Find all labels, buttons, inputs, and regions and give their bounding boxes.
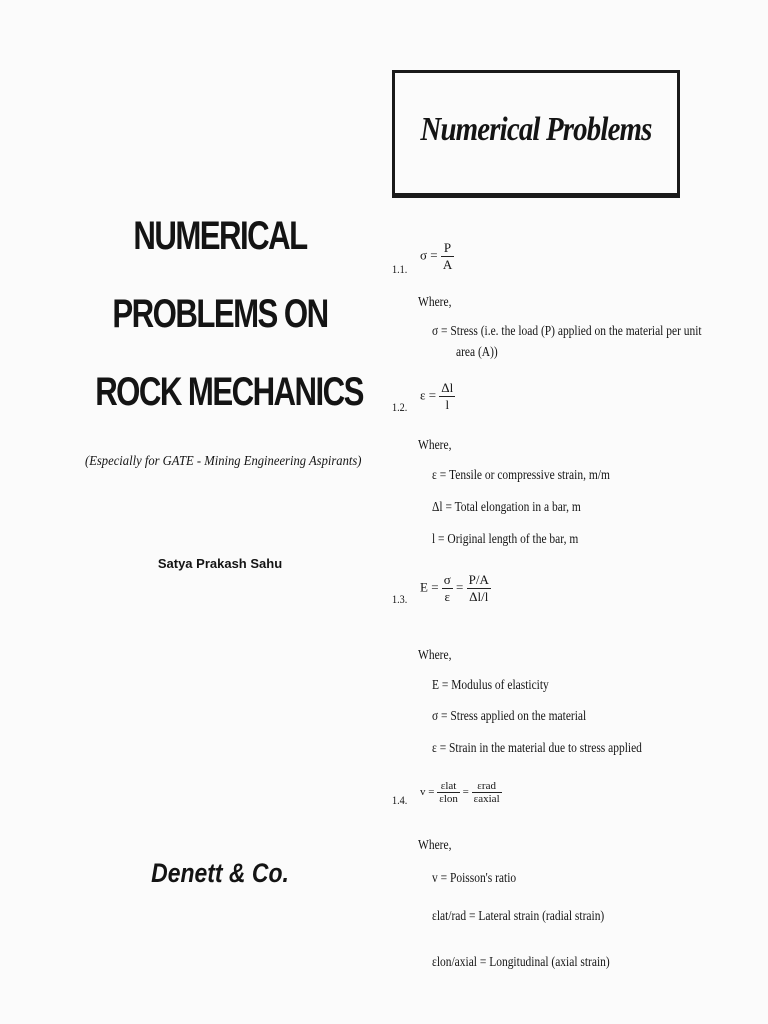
fraction-numerator: P/A bbox=[468, 572, 489, 587]
equation-1-3 bbox=[420, 572, 491, 605]
definition-line: Δl = Total elongation in a bar, m bbox=[432, 500, 581, 515]
fraction-numerator: εrad bbox=[477, 780, 496, 792]
fraction-denominator: εlon bbox=[439, 793, 458, 805]
fraction-denominator: A bbox=[442, 257, 453, 272]
equation-lhs: E = bbox=[420, 579, 439, 595]
equation-1-1 bbox=[420, 240, 454, 273]
definition-line: εlon/axial = Longitudinal (axial strain) bbox=[432, 955, 610, 970]
book-subtitle: (Especially for GATE - Mining Engineering Aspirants) bbox=[85, 454, 362, 469]
equation-lhs: ε = bbox=[420, 387, 437, 403]
fraction bbox=[441, 240, 454, 273]
definition-line: E = Modulus of elasticity bbox=[432, 678, 549, 693]
book-title-line-3: ROCK MECHANICS bbox=[95, 370, 363, 414]
author-name: Satya Prakash Sahu bbox=[157, 556, 283, 571]
definition-line: v = Poisson's ratio bbox=[432, 871, 517, 886]
problem-number: 1.4. bbox=[392, 793, 408, 807]
fraction-numerator: P bbox=[443, 240, 452, 255]
fraction bbox=[439, 380, 455, 413]
chapter-title-box bbox=[392, 70, 680, 198]
definition-line: ε = Strain in the material due to stress applied bbox=[432, 741, 642, 756]
fraction-denominator: ε bbox=[442, 588, 453, 605]
book-title-line-2: PROBLEMS ON bbox=[112, 292, 328, 336]
definition-line: ε = Tensile or compressive strain, m/m bbox=[432, 468, 610, 483]
book-title-line-1: NUMERICAL bbox=[133, 214, 307, 258]
fraction bbox=[472, 780, 502, 805]
equation-lhs: v = bbox=[420, 786, 435, 799]
definition-line: εlat/rad = Lateral strain (radial strain) bbox=[432, 909, 605, 924]
definition-line: l = Original length of the bar, m bbox=[432, 532, 579, 547]
problem-number: 1.3. bbox=[392, 592, 408, 606]
fraction-numerator: σ bbox=[443, 572, 451, 587]
equation-1-4 bbox=[420, 780, 502, 805]
where-label: Where, bbox=[418, 838, 452, 853]
equation-lhs: σ = bbox=[420, 247, 438, 263]
where-label: Where, bbox=[418, 438, 452, 453]
problem-number: 1.2. bbox=[392, 400, 408, 414]
equals-sign: = bbox=[462, 786, 469, 799]
where-label: Where, bbox=[418, 648, 452, 663]
fraction-denominator: l bbox=[439, 396, 455, 413]
equation-1-2 bbox=[420, 380, 455, 413]
fraction-numerator: εlat bbox=[440, 780, 457, 792]
definition-line: area (A)) bbox=[456, 345, 498, 360]
problem-number: 1.1. bbox=[392, 262, 408, 276]
chapter-page bbox=[384, 0, 768, 1024]
where-label: Where, bbox=[418, 295, 452, 310]
publisher-name: Denett & Co. bbox=[151, 858, 289, 888]
fraction bbox=[442, 572, 453, 605]
fraction-numerator: Δl bbox=[441, 380, 454, 395]
equals-sign: = bbox=[456, 579, 464, 595]
fraction-denominator: Δl/l bbox=[467, 588, 491, 605]
fraction bbox=[437, 780, 460, 805]
chapter-title: Numerical Problems bbox=[420, 111, 652, 148]
definition-line: σ = Stress applied on the material bbox=[432, 709, 587, 724]
definition-line: σ = Stress (i.e. the load (P) applied on the material per unit bbox=[432, 324, 702, 339]
fraction bbox=[467, 572, 491, 605]
fraction-denominator: εaxial bbox=[473, 793, 500, 805]
